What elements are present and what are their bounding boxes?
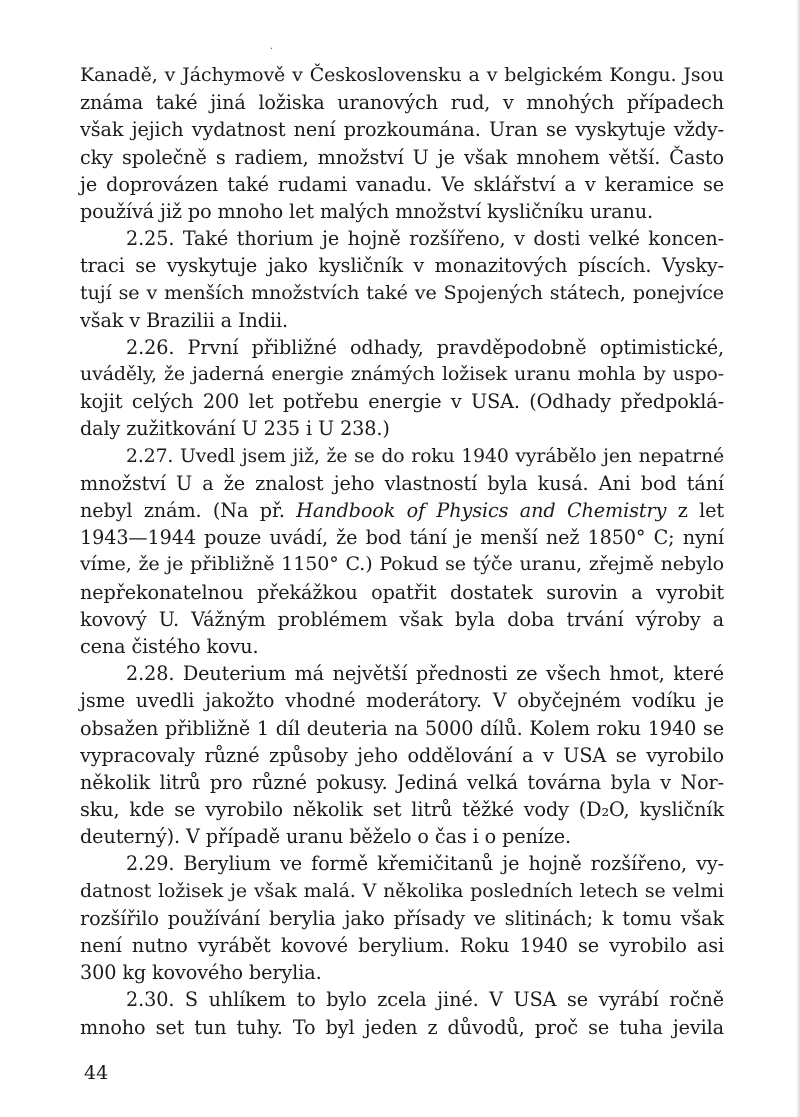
text-line: jsme uvedli jakožto vhodné moderátory. V obyčejném vodíku je [80,689,724,713]
paragraph-start-line: 2.29. Berylium ve formě křemičitanů je hojně rozšířeno, vy- [126,852,724,876]
text-line: známa také jiná ložiska uranových rud, v mnohých případech [80,91,724,115]
text-line: však jejich vydatnost není prozkoumána. Uran se vyskytuje vždy- [80,118,724,142]
text-line: množství U a že znalost jeho vlastností byla kusá. Ani bod tání [80,471,724,495]
italic-title: Handbook of Physics and Chemistry [296,499,667,522]
text-line: nebyl znám. (Na př. Handbook of Physics and Chemistry z let [80,499,724,522]
text-line: 1943—1944 pouze uvádí, že bod tání je menší než 1850° C; nyní [80,526,724,550]
text-line: však v Brazilii a Indii. [80,308,288,332]
text-line: kojit celých 200 let potřebu energie v USA. (Odhady předpoklá- [80,390,724,414]
text-line: traci se vyskytuje jako kysličník v monazitových píscích. Vysky- [80,254,724,278]
text-line: tují se v menších množstvích také ve Spojených státech, ponejvíce [80,281,724,304]
text-line: Kanadě, v Jáchymově v Československu a v belgickém Kongu. Jsou [80,64,724,86]
text-line: datnost ložisek je však malá. V několika posledních letech se velmi [80,879,724,902]
text-line: cena čistého kovu. [80,634,259,658]
text-line: obsažen přibližně 1 díl deuteria na 5000 dílů. Kolem roku 1940 se [80,716,724,740]
text-line: mnoho set tun tuhy. To byl jeden z důvodů, proč se tuha jevila [80,1015,724,1039]
decorative-dot: · [270,44,274,55]
text-line: vypracovaly různé způsoby jeho oddělování a v USA se vyrobilo [80,743,724,767]
text-line: nepřekonatelnou překážkou opatřit dostatek surovin a vyrobit [80,580,724,604]
text-line: víme, že je přibližně 1150° C.) Pokud se týče uranu, zřejmě nebylo [80,553,724,576]
paragraph-start-line: 2.25. Také thorium je hojně rozšířeno, v dosti velké koncen- [126,227,724,251]
text-line: není nutno vyrábět kovové berylium. Roku 1940 se vyrobilo asi [80,934,724,957]
body-text [80,62,724,1041]
text-line: daly zužitkování U 235 i U 238.) [80,417,390,441]
paragraph-start-line: 2.26. První přibližné odhady, pravděpodobně optimistické, [126,335,724,359]
paragraph-start-line: 2.28. Deuterium má největší přednosti ze všech hmot, které [126,662,724,686]
page-edge-shadow [796,0,800,1117]
text-line: rozšířilo používání berylia jako přísady ve slitinách; k tomu však [80,906,724,930]
paragraph-start-line: 2.30. S uhlíkem to bylo zcela jiné. V USA se vyrábí ročně [126,988,724,1012]
paragraph-start-line: 2.27. Uvedl jsem již, že se do roku 1940 vyrábělo jen nepatrné [126,445,724,467]
text-line: cky společně s radiem, množství U je však mnohem větší. Často [80,145,724,169]
page-number: 44 [84,1062,109,1084]
text-line: je doprovázen také rudami vanadu. Ve sklářství a v keramice se [80,172,724,196]
text-line: používá již po mnoho let malých množství kysličníku uranu. [80,199,654,223]
text-line: sku, kde se vyrobilo několik set litrů těžké vody (D₂O, kysličník [80,798,724,822]
text-line: kovový U. Vážným problémem však byla doba trvání výroby a [80,607,724,631]
text-line: několik litrů pro různé pokusy. Jediná velká továrna byla v Nor- [80,770,724,794]
text-line: deuterný). V případě uranu běželo o čas i o peníze. [80,825,572,849]
text-line: 300 kg kovového berylia. [80,961,322,985]
text-line: uváděly, že jaderná energie známých ložisek uranu mohla by uspo- [80,363,724,386]
